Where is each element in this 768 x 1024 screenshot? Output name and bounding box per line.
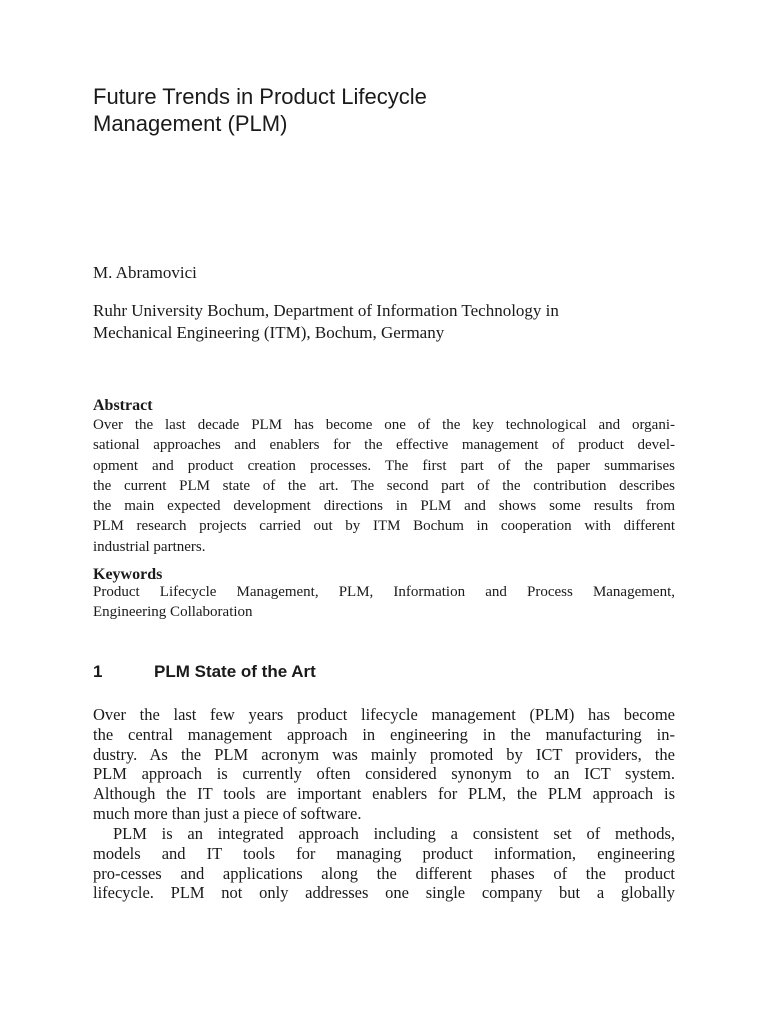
paragraph-line: much more than just a piece of software.	[93, 803, 362, 823]
section-title: PLM State of the Art	[154, 662, 316, 681]
keywords-line: Product Lifecycle Management, PLM, Information and Process Management,	[93, 584, 675, 600]
abstract-line: the main expected development directions in PLM and shows some results from	[93, 498, 675, 515]
paragraph-line: PLM approach is currently often considered synonym to an ICT system.	[93, 764, 675, 784]
paper-title-line: Future Trends in Product Lifecycle	[93, 84, 427, 109]
author-name: M. Abramovici	[93, 263, 197, 282]
paragraph-line: Although the IT tools are important enablers for PLM, the PLM approach is	[93, 784, 675, 804]
paragraph-line: the central management approach in engineering in the manufacturing in-	[93, 724, 675, 744]
paragraph-line: Over the last few years product lifecycle management (PLM) has become	[93, 705, 675, 724]
paper-title	[93, 83, 427, 137]
body-paragraph	[93, 705, 675, 824]
paragraph-line: PLM is an integrated approach including a consistent set of methods,	[113, 824, 675, 843]
author-affiliation	[93, 300, 683, 344]
affiliation-line: Ruhr University Bochum, Department of Information Technology in	[93, 301, 559, 320]
paragraph-line: models and IT tools for managing product information, engineering	[93, 843, 675, 863]
abstract-line: PLM research projects carried out by ITM Bochum in cooperation with different	[93, 518, 675, 535]
affiliation-line: Mechanical Engineering (ITM), Bochum, Germany	[93, 323, 445, 342]
keywords-line: Engineering Collaboration	[93, 603, 253, 620]
section-number: 1	[93, 662, 103, 681]
abstract-line: sational approaches and enablers for the effective management of product devel-	[93, 437, 675, 454]
keywords-body	[93, 583, 675, 622]
abstract-line: opment and product creation processes. The first part of the paper summarises	[93, 457, 675, 474]
paragraph-line: pro-cesses and applications along the different phases of the product	[93, 863, 675, 883]
abstract-heading: Abstract	[93, 397, 153, 414]
paper-title-line: Management (PLM)	[93, 111, 288, 136]
body-paragraph	[93, 824, 675, 903]
paragraph-line: dustry. As the PLM acronym was mainly promoted by ICT providers, the	[93, 744, 675, 764]
keywords-heading: Keywords	[93, 566, 163, 583]
abstract-body	[93, 415, 675, 557]
abstract-line: the current PLM state of the art. The second part of the contribution describes	[93, 477, 675, 494]
paragraph-line: lifecycle. PLM not only addresses one single company but a globally	[93, 883, 675, 903]
section-heading	[93, 661, 316, 683]
abstract-line: industrial partners.	[93, 538, 206, 555]
abstract-line: Over the last decade PLM has become one of the key technological and organi-	[93, 417, 675, 433]
